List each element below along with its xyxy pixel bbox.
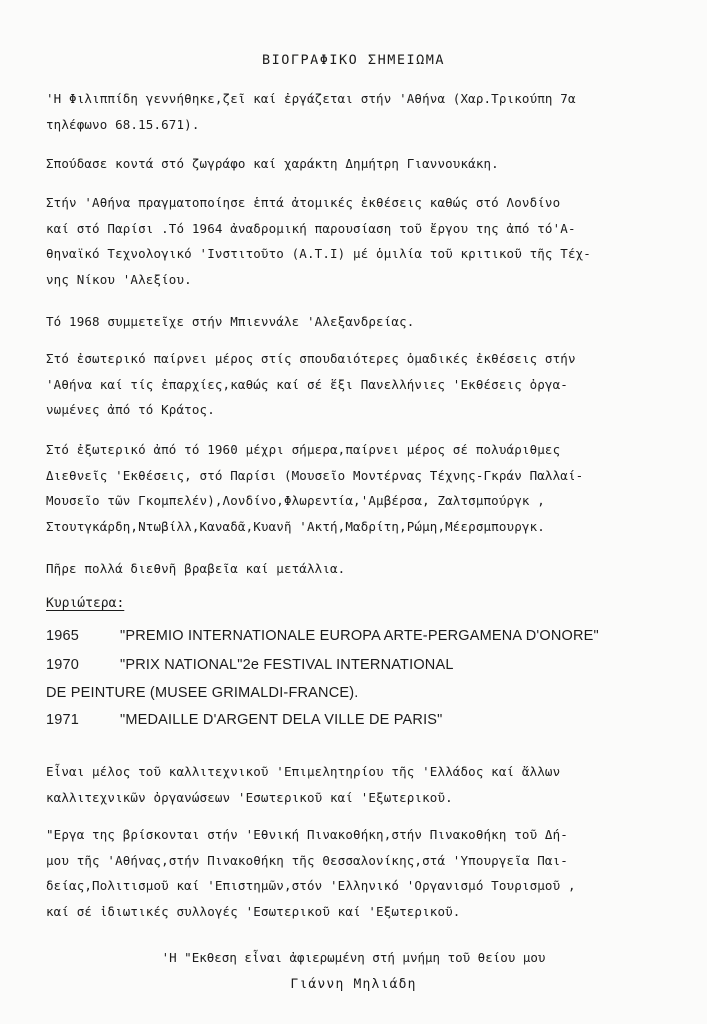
text-line: δείας,Πολιτισμοῦ καί 'Επιστημῶν,στόν 'Ελληνικό 'Οργανισμό Τουρισμοῦ ,	[46, 878, 576, 893]
paragraph-collections	[46, 822, 686, 924]
award-title-continuation	[46, 685, 686, 701]
text-line: Εἶναι μέλος τοῦ καλλιτεχνικοῦ 'Επιμελητηρίου τῆς 'Ελλάδος καί ἄλλων	[46, 764, 561, 779]
text-line: μου τῆς 'Αθήνας,στήν Πινακοθήκη τῆς Θεσσαλονίκης,στά 'Υπουργεῖα Παι-	[46, 852, 568, 868]
awards-heading: Κυριώτερα:	[46, 596, 125, 611]
text-line: καί σέ ἰδιωτικές συλλογές 'Εσωτερικοῦ καί 'Εξωτερικοῦ.	[46, 903, 461, 919]
award-item	[46, 657, 686, 673]
award-year: 1970	[46, 657, 80, 673]
text-line: καί στό Παρίσι .Τό 1964 ἀναδρομική παρουσίαση τοῦ ἔργου της ἀπό τό'Α-	[46, 220, 576, 236]
text-line: Διεθνεῖς 'Εκθέσεις, στό Παρίσι (Μουσεῖο Μοντέρνας Τέχνης-Γκράν Παλλαί-	[46, 467, 584, 483]
award-title: "PREMIO INTERNATIONALE EUROPA ARTE-PERGAMENA D'ONORE"	[120, 628, 599, 644]
signature-name: Γιάννη Μηλιάδη	[290, 977, 417, 992]
paragraph-international-exhibitions	[46, 437, 686, 539]
award-year: 1965	[46, 628, 80, 644]
text-line: Στό ἐσωτερικό παίρνει μέρος στίς σπουδαιότερες ὁμαδικές ἐκθέσεις στήν	[46, 351, 576, 366]
text-line: 'Η Φιλιππίδη γεννήθηκε,ζεῖ καί ἐργάζεται στήν 'Αθήνα (Χαρ.Τρικούπη 7α	[46, 91, 576, 106]
paragraph-domestic-exhibitions	[46, 346, 686, 423]
award-item	[46, 712, 686, 728]
text-line: Πῆρε πολλά διεθνῆ βραβεῖα καί μετάλλια.	[46, 561, 346, 576]
paragraph-studies	[46, 151, 686, 177]
text-line: θηναϊκό Τεχνολογικό 'Ινστιτοῦτο (Α.Τ.Ι) μέ ὁμιλία τοῦ κριτικοῦ τῆς Τέχ-	[46, 246, 591, 261]
text-line: Στήν 'Αθήνα πραγματοποίησε ἑπτά ἀτομικές ἐκθέσεις καθώς στό Λονδίνο	[46, 195, 561, 210]
paragraph-awards-intro	[46, 556, 686, 582]
paragraph-membership	[46, 759, 686, 810]
paragraph-solo-exhibitions	[46, 190, 686, 292]
dedication-line: 'Η "Εκθεση εἶναι ἀφιερωμένη στή μνήμη τοῦ θείου μου	[161, 950, 546, 965]
text-line: καλλιτεχνικῶν ὀργανώσεων 'Εσωτερικοῦ καί 'Εξωτερικοῦ.	[46, 789, 453, 805]
text-line: 'Αθήνα καί τίς ἐπαρχίες,καθώς καί σέ ἕξι Πανελλήνιες 'Εκθέσεις ὀργα-	[46, 376, 568, 392]
document-title: ΒΙΟΓΡΑΦΙΚΟ ΣΗΜΕΙΩΜΑ	[262, 52, 445, 68]
text-line: Τό 1968 συμμετεῖχε στήν Μπιεννάλε 'Αλεξανδρείας.	[46, 314, 415, 329]
text-line: τηλέφωνο 68.15.671).	[46, 116, 200, 132]
award-year: 1971	[46, 712, 80, 728]
award-item	[46, 628, 686, 644]
paragraph-biennale	[46, 309, 686, 335]
award-title: "MEDAILLE D'ARGENT DELA VILLE DE PARIS"	[120, 712, 443, 728]
closing-dedication	[0, 944, 707, 998]
text-line: Σπούδασε κοντά στό ζωγράφο καί χαράκτη Δημήτρη Γιαννουκάκη.	[46, 156, 499, 171]
text-line: Μουσεῖο τῶν Γκομπελέν),Λονδίνο,Φλωρεντία,'Αμβέρσα, Ζαλτσμπούργκ ,	[46, 493, 545, 508]
text-line: "Εργα της βρίσκονται στήν 'Εθνική Πινακοθήκη,στήν Πινακοθήκη τοῦ Δή-	[46, 827, 568, 842]
award-title: "PRIX NATIONAL"2e FESTIVAL INTERNATIONAL	[120, 657, 454, 673]
text-line: νης Νίκου 'Αλεξίου.	[46, 271, 192, 287]
text-line: Στουτγκάρδη,Ντωβίλλ,Καναδᾶ,Κυανῆ 'Ακτή,Μαδρίτη,Ρώμη,Μέερσμπουργκ.	[46, 518, 545, 534]
award-title: DE PEINTURE (MUSEE GRIMALDI-FRANCE).	[46, 685, 359, 701]
text-line: Στό ἐξωτερικό ἀπό τό 1960 μέχρι σήμερα,παίρνει μέρος σέ πολυάριθμες	[46, 442, 561, 457]
paragraph-birth	[46, 86, 686, 137]
text-line: νωμένες ἀπό τό Κράτος.	[46, 402, 215, 417]
